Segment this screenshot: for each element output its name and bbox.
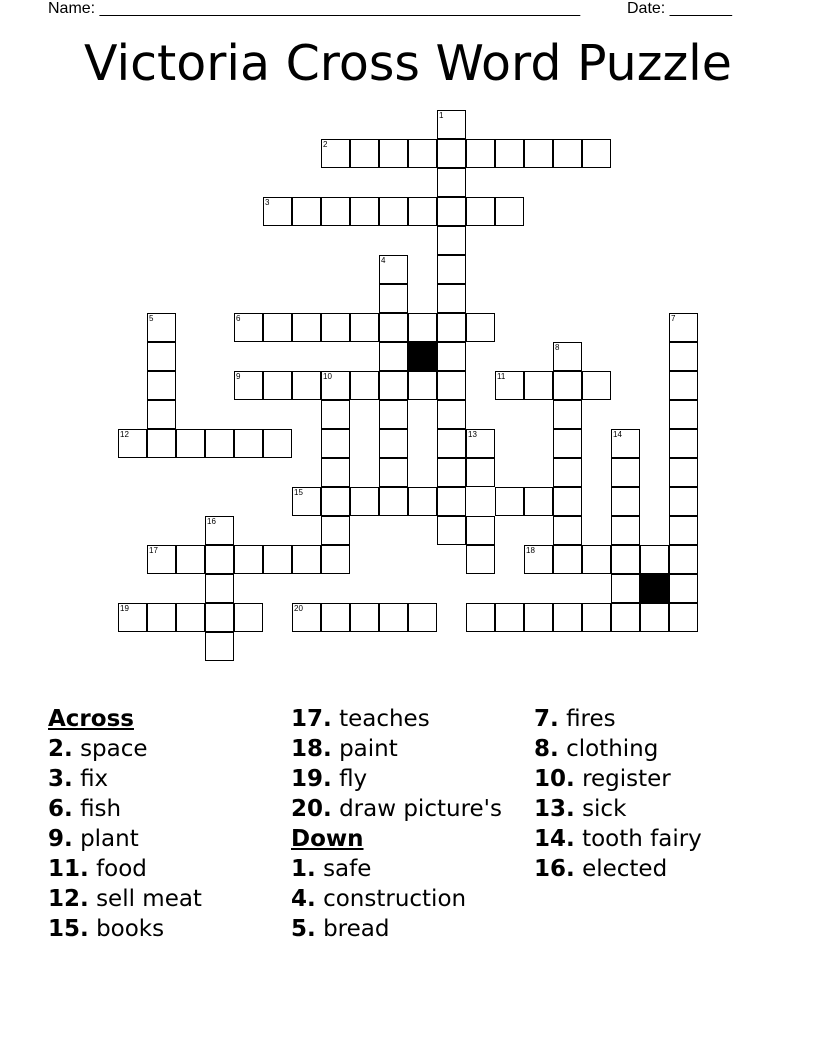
cell-number: 6 (236, 314, 241, 323)
clue-item (48, 914, 202, 944)
cell-number: 18 (526, 546, 535, 555)
grid-cell[interactable] (524, 487, 553, 516)
grid-cell[interactable] (553, 139, 582, 168)
grid-cell[interactable] (611, 574, 640, 603)
grid-cell[interactable] (408, 487, 437, 516)
black-square (408, 342, 437, 371)
clue-number: 3. (48, 766, 73, 792)
grid-cell[interactable] (611, 545, 640, 574)
grid-cell[interactable] (669, 516, 698, 545)
grid-cell[interactable] (379, 458, 408, 487)
cell-number: 7 (671, 314, 676, 323)
grid-cell[interactable] (321, 458, 350, 487)
clue-text: plant (80, 826, 139, 852)
name-field-label: Name: ______________________________________________________ (48, 0, 581, 17)
grid-cell[interactable] (350, 197, 379, 226)
grid-cell[interactable] (147, 342, 176, 371)
grid-cell[interactable] (611, 458, 640, 487)
grid-cell[interactable] (321, 545, 350, 574)
clue-number: 9. (48, 826, 73, 852)
clue-item (291, 794, 502, 824)
grid-cell[interactable] (495, 197, 524, 226)
grid-cell[interactable] (263, 313, 292, 342)
cell-number: 3 (265, 198, 270, 207)
cell-number: 20 (294, 604, 303, 613)
cell-number: 13 (468, 430, 477, 439)
grid-cell[interactable] (321, 487, 350, 516)
clue-item (534, 704, 702, 734)
grid-cell[interactable] (437, 313, 466, 342)
grid-cell[interactable] (437, 139, 466, 168)
grid-cell[interactable] (669, 400, 698, 429)
grid-cell[interactable] (350, 603, 379, 632)
grid-cell[interactable] (205, 603, 234, 632)
grid-cell[interactable] (292, 545, 321, 574)
clue-number: 13. (534, 796, 575, 822)
grid-cell[interactable] (437, 342, 466, 371)
grid-cell[interactable] (379, 429, 408, 458)
grid-cell[interactable] (263, 197, 292, 226)
clue-section-header: Across (48, 706, 134, 732)
grid-cell[interactable] (437, 400, 466, 429)
grid-cell[interactable] (437, 487, 466, 516)
grid-cell[interactable] (234, 313, 263, 342)
grid-cell[interactable] (350, 371, 379, 400)
grid-cell[interactable] (669, 487, 698, 516)
clue-item (48, 824, 202, 854)
date-field-label: Date: _______ (627, 0, 732, 17)
clue-number: 6. (48, 796, 73, 822)
grid-cell[interactable] (321, 516, 350, 545)
grid-cell[interactable] (466, 545, 495, 574)
clue-text: teaches (339, 706, 430, 732)
clue-item (291, 734, 502, 764)
grid-cell[interactable] (321, 139, 350, 168)
clue-text: sick (582, 796, 627, 822)
grid-cell[interactable] (176, 545, 205, 574)
grid-cell[interactable] (379, 371, 408, 400)
clue-number: 15. (48, 916, 89, 942)
grid-cell[interactable] (553, 487, 582, 516)
clue-text: paint (339, 736, 398, 762)
grid-cell[interactable] (176, 603, 205, 632)
clue-text: books (96, 916, 165, 942)
grid-cell[interactable] (408, 371, 437, 400)
grid-cell[interactable] (466, 197, 495, 226)
clue-item (534, 734, 702, 764)
cell-number: 10 (323, 372, 332, 381)
grid-cell[interactable] (611, 487, 640, 516)
grid-cell[interactable] (176, 429, 205, 458)
grid-cell[interactable] (321, 603, 350, 632)
clue-text: fly (339, 766, 368, 792)
clue-item (291, 704, 502, 734)
clue-text: draw picture's (339, 796, 502, 822)
grid-cell[interactable] (437, 284, 466, 313)
grid-cell[interactable] (669, 458, 698, 487)
grid-cell[interactable] (205, 516, 234, 545)
grid-cell[interactable] (205, 545, 234, 574)
grid-cell[interactable] (263, 429, 292, 458)
cell-number: 19 (120, 604, 129, 613)
grid-cell[interactable] (582, 603, 611, 632)
clue-number: 2. (48, 736, 73, 762)
cell-number: 5 (149, 314, 154, 323)
grid-cell[interactable] (495, 487, 524, 516)
grid-cell[interactable] (437, 197, 466, 226)
grid-cell[interactable] (495, 371, 524, 400)
grid-cell[interactable] (582, 545, 611, 574)
cell-number: 16 (207, 517, 216, 526)
clue-item (48, 884, 202, 914)
grid-cell[interactable] (147, 545, 176, 574)
grid-cell[interactable] (321, 313, 350, 342)
grid-cell[interactable] (408, 313, 437, 342)
grid-cell[interactable] (524, 545, 553, 574)
grid-cell[interactable] (611, 429, 640, 458)
clue-number: 20. (291, 796, 332, 822)
clue-number: 1. (291, 856, 316, 882)
cell-number: 15 (294, 488, 303, 497)
clue-text: construction (323, 886, 467, 912)
grid-cell[interactable] (350, 487, 379, 516)
grid-cell[interactable] (292, 197, 321, 226)
clue-text: fix (80, 766, 109, 792)
clue-column-1 (48, 704, 202, 944)
clue-number: 11. (48, 856, 89, 882)
grid-cell[interactable] (321, 197, 350, 226)
grid-cell[interactable] (321, 371, 350, 400)
grid-cell[interactable] (669, 342, 698, 371)
page-title: Victoria Cross Word Puzzle (84, 35, 732, 92)
clue-column-2 (291, 704, 502, 944)
grid-cell[interactable] (379, 197, 408, 226)
grid-cell[interactable] (669, 429, 698, 458)
grid-cell[interactable] (147, 603, 176, 632)
grid-cell[interactable] (669, 313, 698, 342)
grid-cell[interactable] (553, 429, 582, 458)
clue-number: 19. (291, 766, 332, 792)
grid-cell[interactable] (292, 487, 321, 516)
grid-cell[interactable] (669, 574, 698, 603)
clue-number: 18. (291, 736, 332, 762)
grid-cell[interactable] (524, 603, 553, 632)
grid-cell[interactable] (205, 632, 234, 661)
grid-cell[interactable] (495, 139, 524, 168)
clue-item (291, 914, 502, 944)
grid-cell[interactable] (466, 313, 495, 342)
clue-section-header: Down (291, 826, 364, 852)
grid-cell[interactable] (669, 603, 698, 632)
grid-cell[interactable] (466, 603, 495, 632)
grid-cell[interactable] (437, 226, 466, 255)
clue-text: food (96, 856, 147, 882)
grid-cell[interactable] (379, 603, 408, 632)
clue-item (291, 854, 502, 884)
grid-cell[interactable] (553, 400, 582, 429)
grid-cell[interactable] (669, 371, 698, 400)
grid-cell[interactable] (437, 168, 466, 197)
clue-item (48, 854, 202, 884)
cell-number: 9 (236, 372, 241, 381)
grid-cell[interactable] (147, 400, 176, 429)
grid-cell[interactable] (553, 545, 582, 574)
grid-cell[interactable] (640, 545, 669, 574)
grid-cell[interactable] (234, 371, 263, 400)
grid-cell[interactable] (234, 603, 263, 632)
grid-cell[interactable] (611, 603, 640, 632)
grid-cell[interactable] (524, 139, 553, 168)
grid-cell[interactable] (524, 371, 553, 400)
cell-number: 17 (149, 546, 158, 555)
grid-cell[interactable] (205, 429, 234, 458)
grid-cell[interactable] (466, 516, 495, 545)
grid-cell[interactable] (466, 458, 495, 487)
clue-text: elected (582, 856, 668, 882)
grid-cell[interactable] (669, 545, 698, 574)
grid-cell[interactable] (292, 313, 321, 342)
clue-number: 4. (291, 886, 316, 912)
clue-number: 17. (291, 706, 332, 732)
grid-cell[interactable] (553, 603, 582, 632)
clue-text: clothing (566, 736, 659, 762)
grid-cell[interactable] (263, 545, 292, 574)
clue-item (534, 854, 702, 884)
clue-number: 12. (48, 886, 89, 912)
grid-cell[interactable] (408, 139, 437, 168)
grid-cell[interactable] (147, 429, 176, 458)
grid-cell[interactable] (466, 139, 495, 168)
grid-cell[interactable] (437, 516, 466, 545)
cell-number: 4 (381, 256, 386, 265)
clue-item (48, 794, 202, 824)
cell-number: 2 (323, 140, 328, 149)
grid-cell[interactable] (147, 313, 176, 342)
grid-cell[interactable] (263, 371, 292, 400)
grid-cell[interactable] (350, 313, 379, 342)
grid-cell[interactable] (118, 429, 147, 458)
grid-cell[interactable] (466, 429, 495, 458)
grid-cell[interactable] (582, 371, 611, 400)
grid-cell[interactable] (379, 284, 408, 313)
clue-number: 8. (534, 736, 559, 762)
clue-item (48, 734, 202, 764)
grid-cell[interactable] (292, 371, 321, 400)
clue-item (534, 824, 702, 854)
grid-cell[interactable] (553, 516, 582, 545)
grid-cell[interactable] (321, 400, 350, 429)
grid-cell[interactable] (553, 342, 582, 371)
grid-cell[interactable] (321, 429, 350, 458)
cell-number: 11 (497, 372, 506, 381)
clue-text: bread (323, 916, 390, 942)
clue-number: 16. (534, 856, 575, 882)
clue-text: sell meat (96, 886, 202, 912)
clue-text: space (80, 736, 148, 762)
grid-cell[interactable] (640, 603, 669, 632)
clue-item (291, 764, 502, 794)
clue-text: safe (323, 856, 372, 882)
grid-cell[interactable] (379, 139, 408, 168)
black-square (640, 574, 669, 603)
grid-cell[interactable] (437, 255, 466, 284)
grid-cell[interactable] (437, 429, 466, 458)
clue-item (48, 764, 202, 794)
grid-cell[interactable] (379, 313, 408, 342)
clue-number: 14. (534, 826, 575, 852)
grid-cell[interactable] (350, 139, 379, 168)
grid-cell[interactable] (408, 603, 437, 632)
grid-cell[interactable] (553, 371, 582, 400)
cell-number: 8 (555, 343, 560, 352)
clue-number: 10. (534, 766, 575, 792)
grid-cell[interactable] (147, 371, 176, 400)
clue-text: register (582, 766, 671, 792)
grid-cell[interactable] (379, 342, 408, 371)
clue-number: 7. (534, 706, 559, 732)
clue-item (291, 884, 502, 914)
clue-column-3 (534, 704, 702, 884)
grid-cell[interactable] (437, 110, 466, 139)
grid-cell[interactable] (234, 545, 263, 574)
grid-cell[interactable] (437, 371, 466, 400)
grid-cell[interactable] (205, 574, 234, 603)
clue-text: fish (80, 796, 122, 822)
grid-cell[interactable] (437, 458, 466, 487)
grid-cell[interactable] (379, 255, 408, 284)
grid-cell[interactable] (118, 603, 147, 632)
clue-number: 5. (291, 916, 316, 942)
grid-cell[interactable] (582, 139, 611, 168)
grid-cell[interactable] (611, 516, 640, 545)
cell-number: 12 (120, 430, 129, 439)
grid-cell[interactable] (408, 197, 437, 226)
grid-cell[interactable] (495, 603, 524, 632)
grid-cell[interactable] (379, 400, 408, 429)
cell-number: 14 (613, 430, 622, 439)
clue-text: tooth fairy (582, 826, 702, 852)
clue-text: fires (566, 706, 616, 732)
clue-item (534, 764, 702, 794)
grid-cell[interactable] (234, 429, 263, 458)
grid-cell[interactable] (292, 603, 321, 632)
clue-item (534, 794, 702, 824)
grid-cell[interactable] (553, 458, 582, 487)
cell-number: 1 (439, 111, 444, 120)
grid-cell[interactable] (379, 487, 408, 516)
